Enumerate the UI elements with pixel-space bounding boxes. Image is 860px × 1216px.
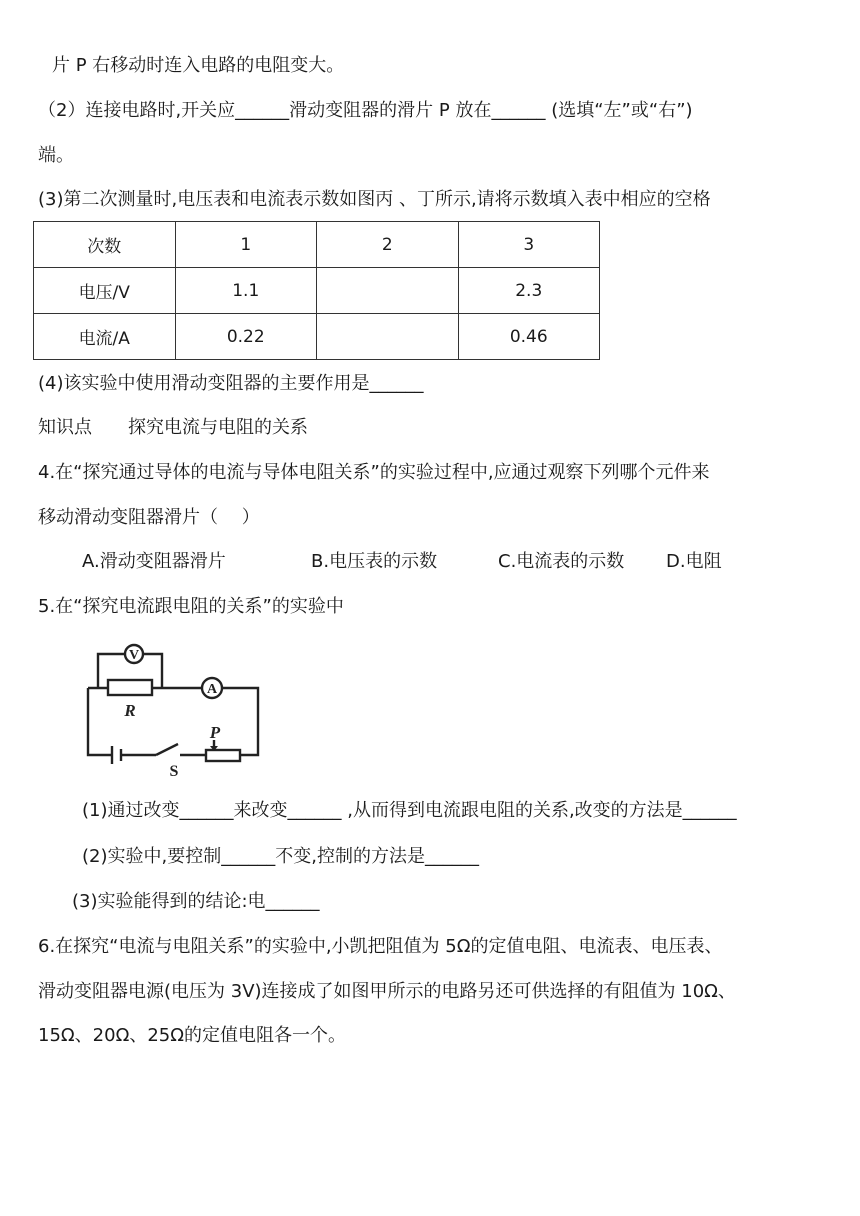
text-line: (3)实验能得到的结论:电______ xyxy=(72,891,320,912)
option-b: B.电压表的示数 xyxy=(311,551,438,572)
table-cell: 2 xyxy=(317,222,459,268)
table-cell: 电流/A xyxy=(34,314,176,360)
text-line: （2）连接电路时,开关应______滑动变阻器的滑片 P 放在______ (选填“左”或“右”) xyxy=(38,100,693,121)
resistor-label: R xyxy=(124,701,136,720)
table-cell: 0.22 xyxy=(175,314,317,360)
switch-label: S xyxy=(169,763,179,780)
question-text: 15Ω、20Ω、25Ω的定值电阻各一个。 xyxy=(38,1025,346,1046)
table-cell: 2.3 xyxy=(458,268,600,314)
voltmeter-symbol: V xyxy=(128,648,140,663)
option-c: C.电流表的示数 xyxy=(498,551,625,572)
question-text: 5.在“探究电流跟电阻的关系”的实验中 xyxy=(38,596,344,617)
table-cell: 1.1 xyxy=(175,268,317,314)
question-text: 移动滑动变阻器滑片（ ） xyxy=(38,507,260,528)
circuit-diagram xyxy=(84,636,264,780)
slider-label: P xyxy=(209,723,221,742)
text-line: (3)第二次测量时,电压表和电流表示数如图丙 、丁所示,请将示数填入表中相应的空格 xyxy=(38,189,711,210)
table-row xyxy=(34,222,600,268)
table-row xyxy=(34,314,600,360)
text-line: (2)实验中,要控制______不变,控制的方法是______ xyxy=(82,846,479,867)
table-cell xyxy=(317,314,459,360)
table-cell xyxy=(317,268,459,314)
text-line: (1)通过改变______来改变______ ,从而得到电流跟电阻的关系,改变的方法是______ xyxy=(82,800,737,821)
table-cell: 1 xyxy=(175,222,317,268)
table-cell: 3 xyxy=(458,222,600,268)
question-text: 6.在探究“电流与电阻关系”的实验中,小凯把阻值为 5Ω的定值电阻、电流表、电压表、 xyxy=(38,936,723,957)
option-a: A.滑动变阻器滑片 xyxy=(82,551,226,572)
table-cell: 0.46 xyxy=(458,314,600,360)
text-line: (4)该实验中使用滑动变阻器的主要作用是______ xyxy=(38,373,424,394)
text-line: 片 P 右移动时连入电路的电阻变大。 xyxy=(52,55,345,76)
table-row xyxy=(34,268,600,314)
ammeter-symbol: A xyxy=(206,682,218,697)
data-table xyxy=(33,221,600,360)
question-text: 4.在“探究通过导体的电流与导体电阻关系”的实验过程中,应通过观察下列哪个元件来 xyxy=(38,462,710,483)
question-text: 滑动变阻器电源(电压为 3V)连接成了如图甲所示的电路另还可供选择的有阻值为 10Ω、 xyxy=(38,981,736,1002)
option-d: D.电阻 xyxy=(666,551,722,572)
table-cell: 电压/V xyxy=(34,268,176,314)
section-heading: 知识点 探究电流与电阻的关系 xyxy=(38,417,308,438)
text-line: 端。 xyxy=(38,145,74,166)
table-cell: 次数 xyxy=(34,222,176,268)
